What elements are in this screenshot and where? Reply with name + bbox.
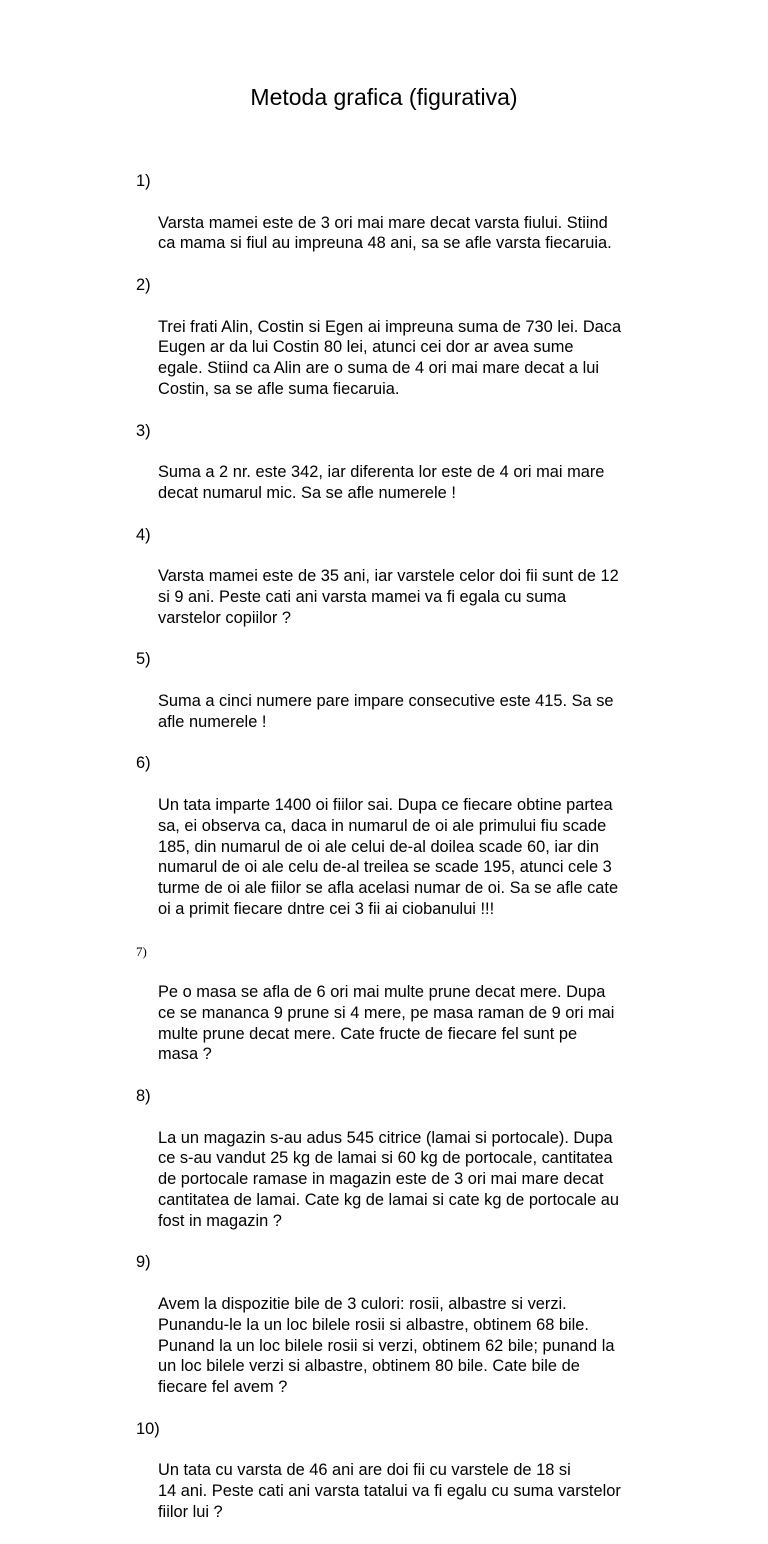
problem-item-9: [136, 1252, 661, 1418]
problem-number: 2): [136, 275, 151, 294]
problem-item-8: [136, 1086, 661, 1252]
problem-text: La un magazin s-au adus 545 citrice (lamai si portocale). Dupa ce s-au vandut 25 kg de lamai si 60 kg de portocale, cantitatea de portocale ramase in magazin este de 3 ori mai mare decat cantitatea de lamai. Cate kg de lamai si cate kg de portocale au fost in magazin ?: [158, 1128, 620, 1230]
problem-number: 10): [136, 1419, 160, 1438]
problem-item-3: [136, 421, 661, 525]
problem-text: Varsta mamei este de 3 ori mai mare decat varsta fiului. Stiind ca mama si fiul au impreuna 48 ani, sa se afle varsta fiecaruia.: [158, 213, 612, 253]
problem-item-6: [136, 753, 661, 940]
problem-number: 8): [136, 1087, 151, 1106]
problem-text: Avem la dispozitie bile de 3 culori: rosii, albastre si verzi. Punandu-le la un loc bilele rosii si albastre, obtinem 68 bile. Punand la un loc bilele rosii si verzi, obtinem 62 bile; punand la un loc bilele verzi si albastre, obtinem 80 bile. Cate bile de fiecare fel avem ?: [158, 1295, 615, 1397]
problem-number: 4): [136, 525, 151, 544]
problem-text: Pe o masa se afla de 6 ori mai multe prune decat mere. Dupa ce se mananca 9 prune si 4 mere, pe masa raman de 9 ori mai multe prune decat mere. Cate fructe de fiecare fel sunt pe masa ?: [158, 983, 615, 1064]
problem-number: 7): [136, 944, 147, 960]
problem-item-10: [136, 1419, 661, 1544]
problem-item-7: [136, 940, 661, 1086]
problem-text: Un tata imparte 1400 oi fiilor sai. Dupa ce fiecare obtine partea sa, ei observa ca, daca in numarul de oi ale primului fiu scade 185, din numarul de oi ale celui de-al doilea scade 60, iar din numarul de oi ale celu de-al treilea se scade 195, atunci cele 3 turme de oi ale fiilor se afla acelasi numar de oi. Sa se afle cate oi a primit fiecare dntre cei 3 fii ai ciobanului !!!: [158, 795, 619, 918]
problem-number: 6): [136, 754, 151, 773]
problem-text: Suma a cinci numere pare impare consecutive este 415. Sa se afle numerele !: [158, 691, 614, 731]
problem-item-1: [136, 171, 661, 275]
problem-number: 1): [136, 172, 151, 190]
problem-item-5: [136, 649, 661, 753]
problem-number: 5): [136, 650, 151, 669]
problem-number: 9): [136, 1253, 151, 1272]
page-title: Metoda grafica (figurativa): [250, 84, 518, 110]
problem-item-4: [136, 525, 661, 650]
problem-number: 3): [136, 421, 151, 440]
problem-text: Trei frati Alin, Costin si Egen ai impreuna suma de 730 lei. Daca Eugen ar da lui Costin 80 lei, atunci cei dor ar avea sume egale. Stiind ca Alin are o suma de 4 ori mai mare decat a lui Costin, sa se afle suma fiecaruia.: [158, 317, 622, 398]
problem-item-2: [136, 275, 661, 421]
problem-text: Un tata cu varsta de 46 ani are doi fii cu varstele de 18 si 14 ani. Peste cati ani varsta tatalui va fi egalu cu suma varstelor fiilor lui ?: [158, 1461, 621, 1521]
problem-list: [136, 171, 661, 1544]
problem-text: Suma a 2 nr. este 342, iar diferenta lor este de 4 ori mai mare decat numarul mic. Sa se afle numerele !: [158, 463, 605, 502]
problem-text: Varsta mamei este de 35 ani, iar varstele celor doi fii sunt de 12 si 9 ani. Peste cati ani varsta mamei va fi egala cu suma varstelor copiilor ?: [158, 567, 619, 627]
